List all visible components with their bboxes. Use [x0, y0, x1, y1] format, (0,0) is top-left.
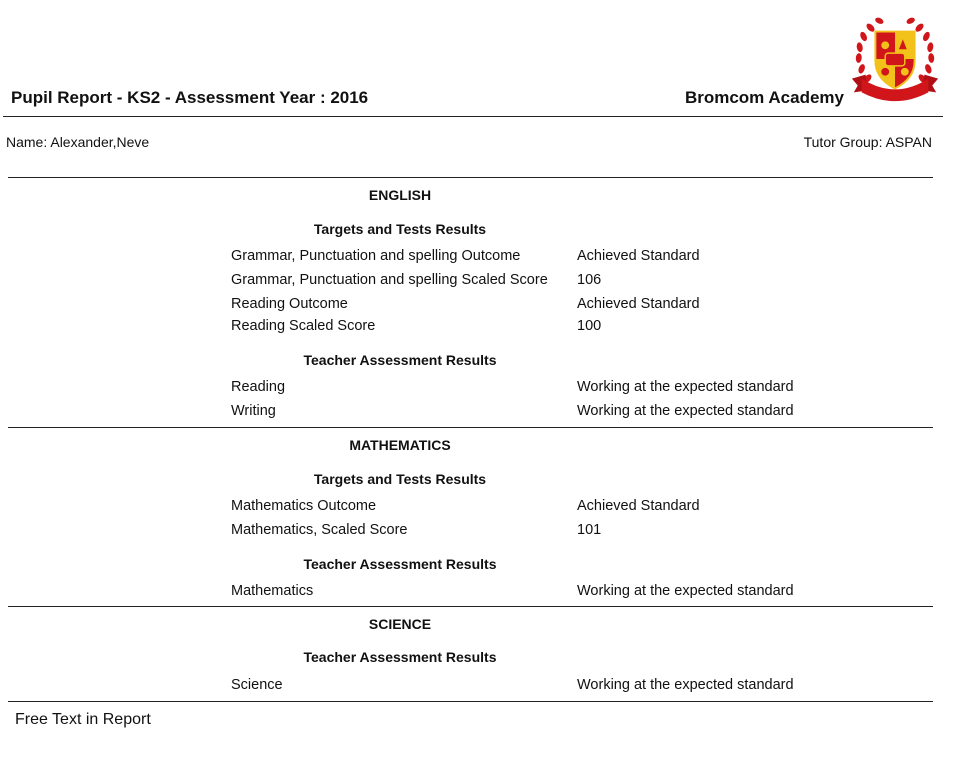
result-label: Mathematics Outcome [231, 498, 377, 514]
school-name: Bromcom Academy [684, 88, 844, 107]
section-divider [8, 701, 933, 702]
subject-title-english: ENGLISH [368, 187, 432, 203]
section-divider [8, 606, 933, 607]
group-title: Teacher Assessment Results [303, 352, 497, 368]
result-value: Achieved Standard [577, 296, 700, 312]
result-label: Science [231, 677, 283, 693]
result-value: 100 [577, 318, 602, 334]
tutor-group: Tutor Group: ASPAN [803, 134, 932, 150]
result-label: Mathematics [231, 583, 314, 599]
report-title: Pupil Report - KS2 - Assessment Year : 2016 [11, 88, 369, 107]
group-title: Teacher Assessment Results [303, 556, 497, 572]
result-label: Writing [231, 403, 276, 419]
result-value: Working at the expected standard [577, 677, 794, 693]
group-title: Targets and Tests Results [313, 221, 487, 237]
group-title: Teacher Assessment Results [303, 649, 497, 665]
result-label: Grammar, Punctuation and spelling Scaled Score [231, 272, 548, 288]
result-value: 106 [577, 272, 602, 288]
result-value: Working at the expected standard [577, 403, 794, 419]
result-label: Reading Outcome [231, 296, 348, 312]
free-text: Free Text in Report [15, 711, 151, 728]
result-value: Working at the expected standard [577, 583, 794, 599]
result-label: Reading [231, 379, 286, 395]
result-label: Grammar, Punctuation and spelling Outcome [231, 248, 521, 264]
group-title: Targets and Tests Results [313, 471, 487, 487]
school-crest-logo-icon [846, 10, 944, 108]
section-divider [8, 177, 933, 178]
subject-title-science: SCIENCE [368, 616, 432, 632]
result-label: Mathematics, Scaled Score [231, 522, 408, 538]
header-divider [3, 116, 943, 117]
result-label: Reading Scaled Score [231, 318, 376, 334]
pupil-name: Name: Alexander,Neve [6, 134, 150, 150]
result-value: 101 [577, 522, 602, 538]
result-value: Achieved Standard [577, 498, 700, 514]
result-value: Achieved Standard [577, 248, 700, 264]
result-value: Working at the expected standard [577, 379, 794, 395]
subject-title-mathematics: MATHEMATICS [349, 437, 451, 453]
section-divider [8, 427, 933, 428]
